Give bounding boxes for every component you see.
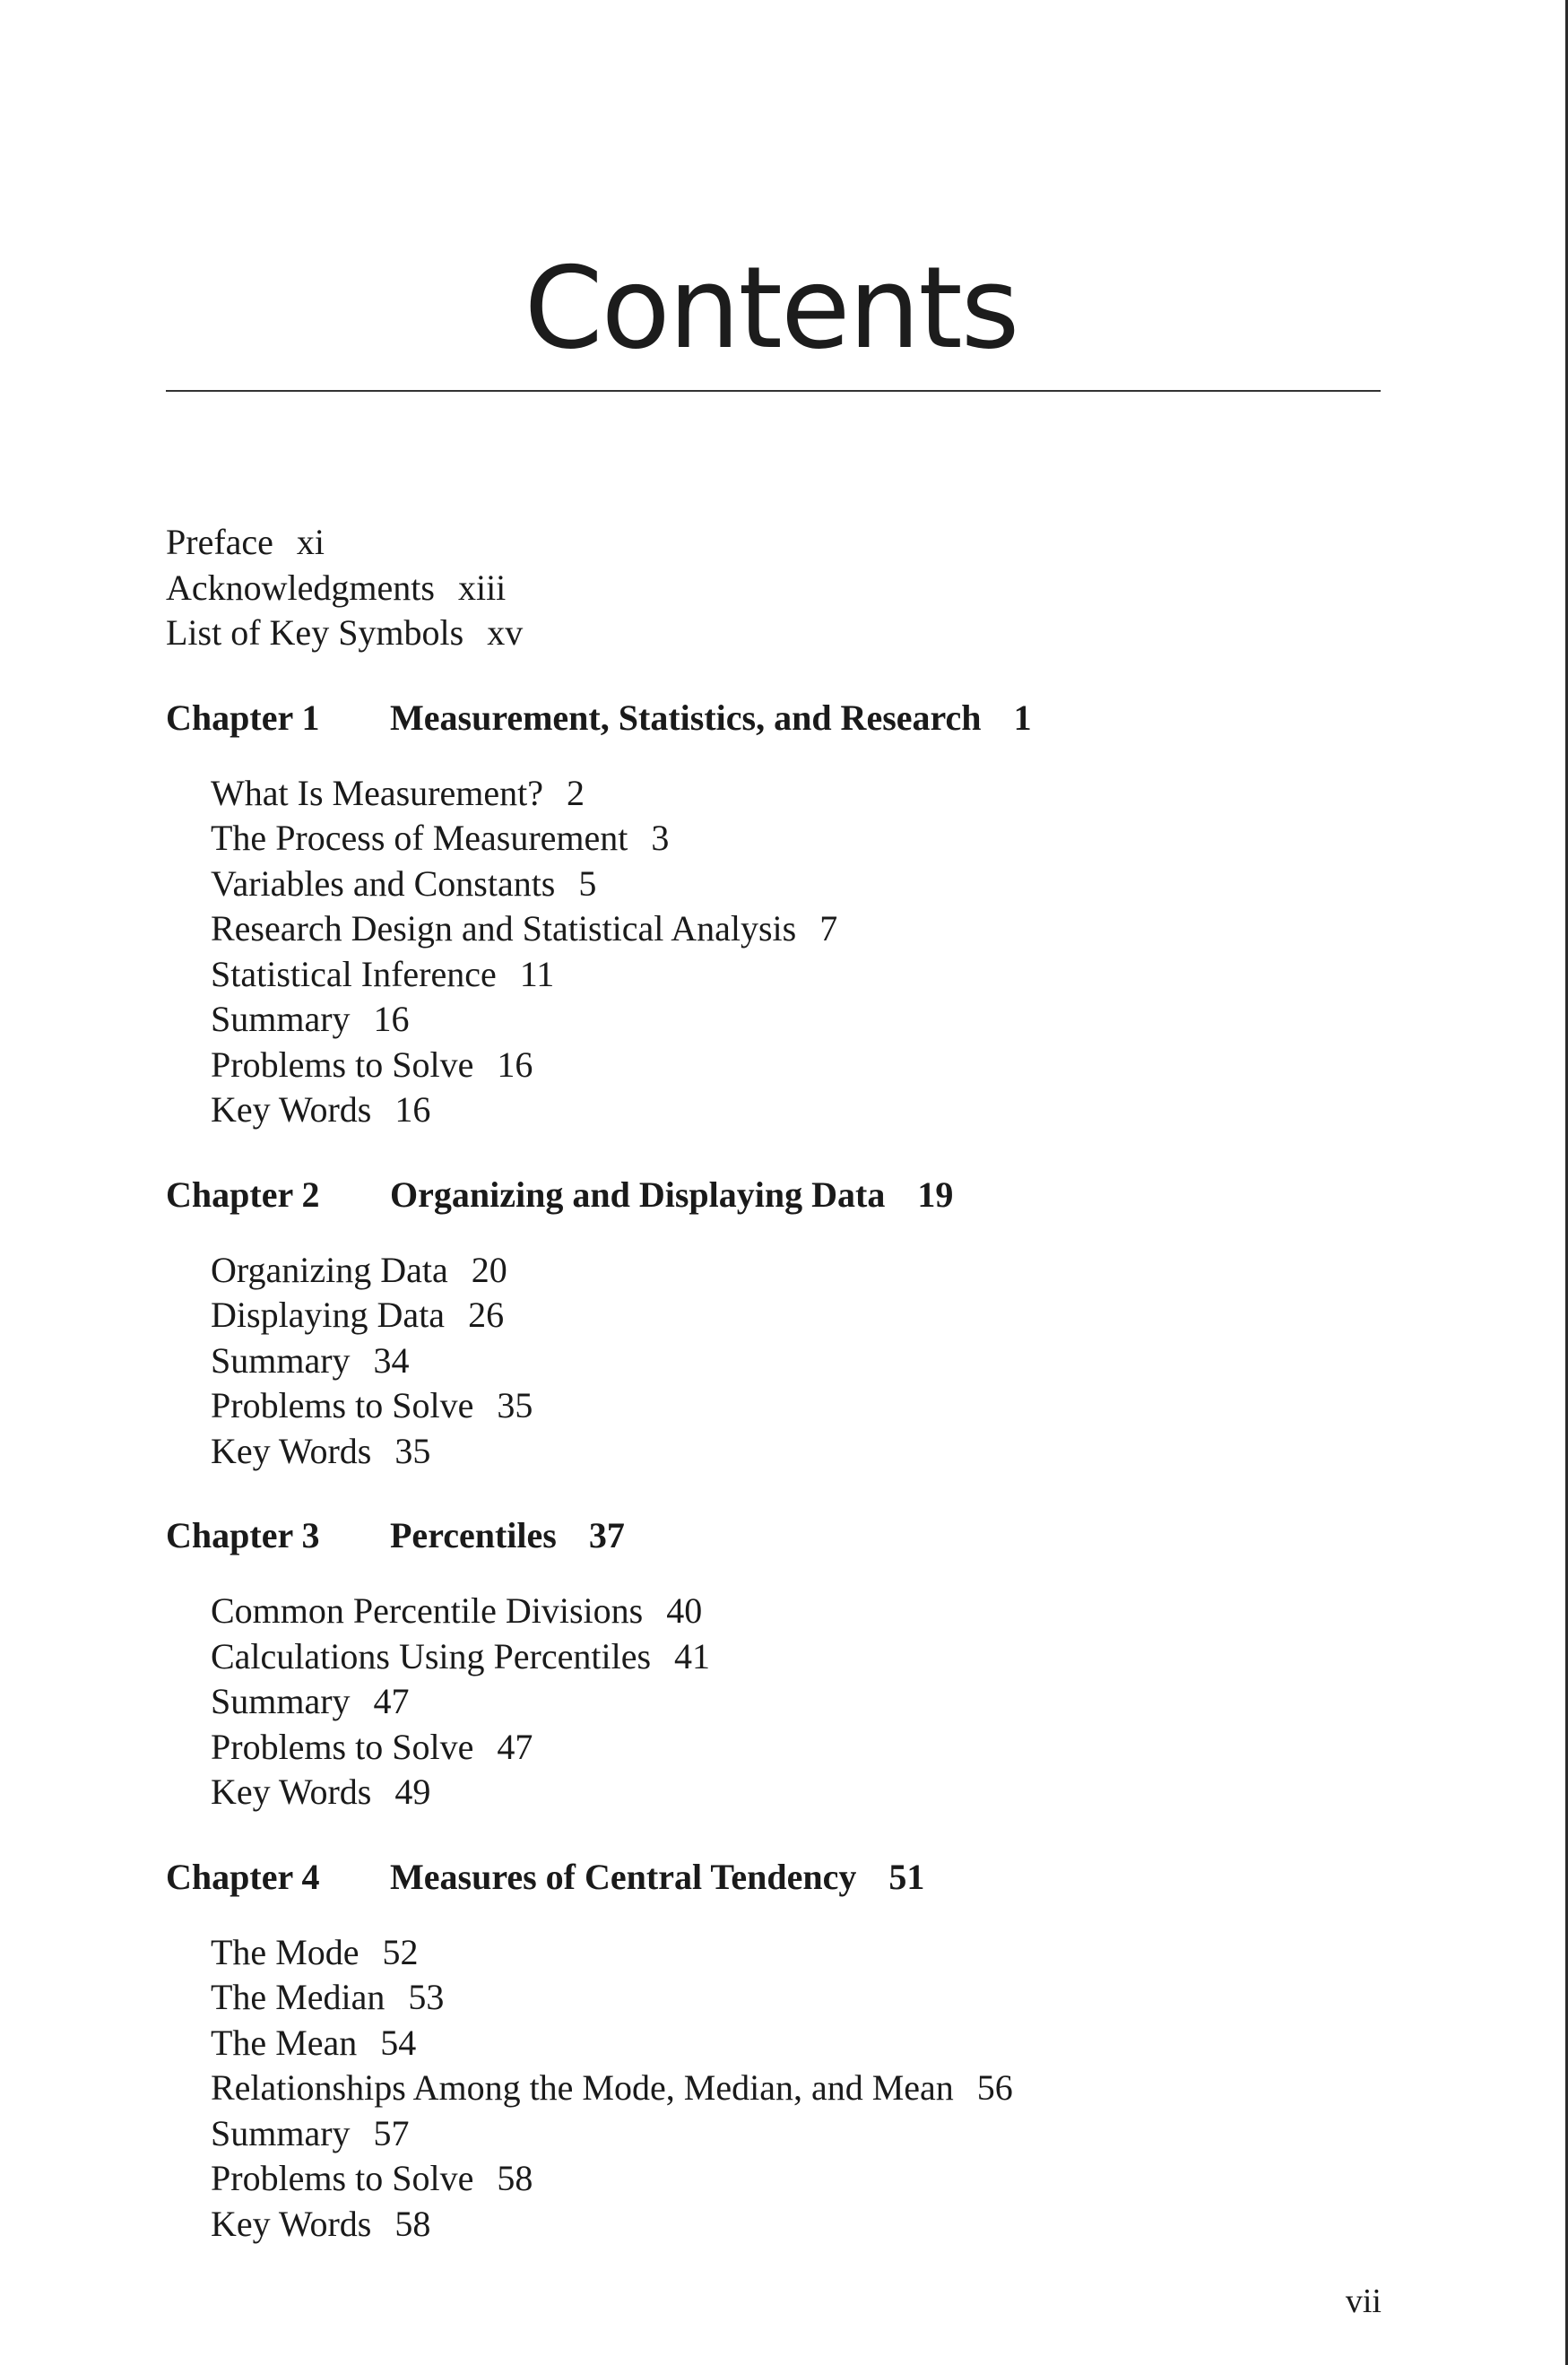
entry-page: 41 — [674, 1635, 711, 1676]
chapter-title: Measurement, Statistics, and Research — [390, 697, 982, 738]
entry-page: xi — [296, 522, 325, 562]
toc-entry[interactable] — [211, 2111, 1421, 2157]
chapter-page: 1 — [1013, 697, 1032, 738]
entry-label: Research Design and Statistical Analysis — [211, 908, 797, 949]
page-title: Contents — [524, 242, 1018, 374]
toc-entry[interactable] — [211, 1338, 1421, 1384]
toc-entry[interactable] — [211, 1770, 1421, 1815]
entry-page: 56 — [976, 2067, 1013, 2108]
chapter-title: Percentiles — [390, 1515, 557, 1555]
chapter-1-heading[interactable] — [166, 696, 1421, 741]
page-folio: vii — [1345, 2283, 1382, 2320]
toc-entry[interactable] — [211, 1087, 1421, 1133]
entry-label: Key Words — [211, 1772, 372, 1812]
chapter-1-sections — [166, 771, 1421, 1133]
entry-label: Problems to Solve — [211, 2158, 474, 2198]
entry-label: Displaying Data — [211, 1295, 446, 1335]
toc-entry[interactable] — [211, 2156, 1421, 2202]
entry-label: Summary — [211, 999, 351, 1039]
toc-entry[interactable] — [211, 2066, 1421, 2111]
toc-entry[interactable] — [211, 862, 1421, 907]
entry-label: The Mode — [211, 1931, 360, 1972]
entry-page: 2 — [566, 772, 585, 813]
entry-page: xiii — [457, 567, 507, 608]
toc-entry[interactable] — [211, 1383, 1421, 1429]
toc-entry-acknowledgments[interactable] — [166, 566, 1421, 611]
entry-page: 40 — [666, 1590, 703, 1631]
chapter-label: Chapter 1 — [166, 697, 320, 738]
toc-entry[interactable] — [211, 997, 1421, 1043]
toc-entry[interactable] — [211, 1634, 1421, 1680]
toc-entry[interactable] — [211, 2021, 1421, 2066]
entry-label: What Is Measurement? — [211, 772, 543, 813]
chapter-page: 37 — [588, 1515, 625, 1555]
entry-label: Preface — [166, 522, 273, 562]
entry-page: 16 — [373, 999, 410, 1039]
entry-page: 16 — [497, 1044, 533, 1085]
chapter-page: 19 — [917, 1174, 954, 1215]
table-of-contents — [166, 520, 1421, 2286]
entry-page: 58 — [394, 2203, 431, 2244]
toc-entry[interactable] — [211, 952, 1421, 998]
entry-label: Acknowledgments — [166, 567, 435, 608]
entry-page: 5 — [578, 862, 597, 904]
entry-label: The Process of Measurement — [211, 818, 628, 858]
chapter-4-sections — [166, 1930, 1421, 2248]
toc-entry[interactable] — [211, 1930, 1421, 1976]
entry-page: 7 — [819, 908, 838, 949]
entry-page: xv — [487, 612, 524, 653]
toc-entry[interactable] — [211, 771, 1421, 817]
entry-label: Problems to Solve — [211, 1726, 474, 1767]
entry-page: 58 — [497, 2158, 533, 2198]
entry-page: 3 — [651, 818, 670, 858]
entry-label: Problems to Solve — [211, 1385, 474, 1425]
entry-label: Variables and Constants — [211, 862, 556, 904]
entry-label: Key Words — [211, 1089, 372, 1130]
toc-entry[interactable] — [211, 1975, 1421, 2021]
entry-label: Statistical Inference — [211, 953, 497, 994]
toc-entry[interactable] — [211, 2202, 1421, 2248]
chapter-3-heading[interactable] — [166, 1513, 1421, 1558]
entry-label: Calculations Using Percentiles — [211, 1635, 652, 1676]
entry-page: 47 — [497, 1726, 533, 1767]
title-rule — [166, 390, 1381, 392]
entry-page: 53 — [408, 1977, 445, 2017]
chapter-label: Chapter 2 — [166, 1174, 320, 1215]
toc-entry[interactable] — [211, 906, 1421, 952]
chapter-title: Measures of Central Tendency — [390, 1856, 857, 1897]
toc-entry[interactable] — [211, 1293, 1421, 1338]
chapter-4-heading[interactable] — [166, 1855, 1421, 1900]
entry-label: Problems to Solve — [211, 1044, 474, 1085]
entry-page: 52 — [382, 1931, 419, 1972]
entry-page: 35 — [394, 1430, 431, 1471]
entry-page: 11 — [519, 953, 555, 994]
chapter-2-heading[interactable] — [166, 1173, 1421, 1217]
entry-label: Summary — [211, 2112, 351, 2153]
entry-label: Key Words — [211, 1430, 372, 1471]
entry-label: Summary — [211, 1681, 351, 1721]
toc-entry-key-symbols[interactable] — [166, 611, 1421, 656]
chapter-label: Chapter 4 — [166, 1856, 320, 1897]
entry-page: 34 — [373, 1339, 410, 1381]
toc-entry[interactable] — [211, 1589, 1421, 1634]
entry-label: The Median — [211, 1977, 386, 2017]
entry-label: List of Key Symbols — [166, 612, 464, 653]
entry-page: 47 — [373, 1681, 410, 1721]
entry-page: 16 — [394, 1089, 431, 1130]
chapter-title: Organizing and Displaying Data — [390, 1174, 886, 1215]
toc-entry[interactable] — [211, 1679, 1421, 1725]
entry-label: Organizing Data — [211, 1249, 448, 1290]
entry-label: The Mean — [211, 2022, 358, 2063]
entry-label: Key Words — [211, 2203, 372, 2244]
front-matter-list — [166, 520, 1421, 656]
chapter-label: Chapter 3 — [166, 1515, 320, 1555]
toc-entry-preface[interactable] — [166, 520, 1421, 566]
entry-page: 49 — [394, 1772, 431, 1812]
entry-label: Common Percentile Divisions — [211, 1590, 644, 1631]
toc-entry[interactable] — [211, 816, 1421, 862]
toc-entry[interactable] — [211, 1248, 1421, 1294]
chapter-2-sections — [166, 1248, 1421, 1475]
entry-page: 20 — [471, 1249, 507, 1290]
toc-entry[interactable] — [211, 1043, 1421, 1088]
entry-page: 54 — [380, 2022, 417, 2063]
toc-entry[interactable] — [211, 1725, 1421, 1771]
chapter-page: 51 — [888, 1856, 925, 1897]
entry-label: Relationships Among the Mode, Median, and Mean — [211, 2067, 954, 2108]
entry-page: 57 — [373, 2112, 410, 2153]
entry-page: 35 — [497, 1385, 533, 1425]
entry-label: Summary — [211, 1339, 351, 1381]
chapter-3-sections — [166, 1589, 1421, 1815]
toc-entry[interactable] — [211, 1429, 1421, 1475]
entry-page: 26 — [468, 1295, 505, 1335]
